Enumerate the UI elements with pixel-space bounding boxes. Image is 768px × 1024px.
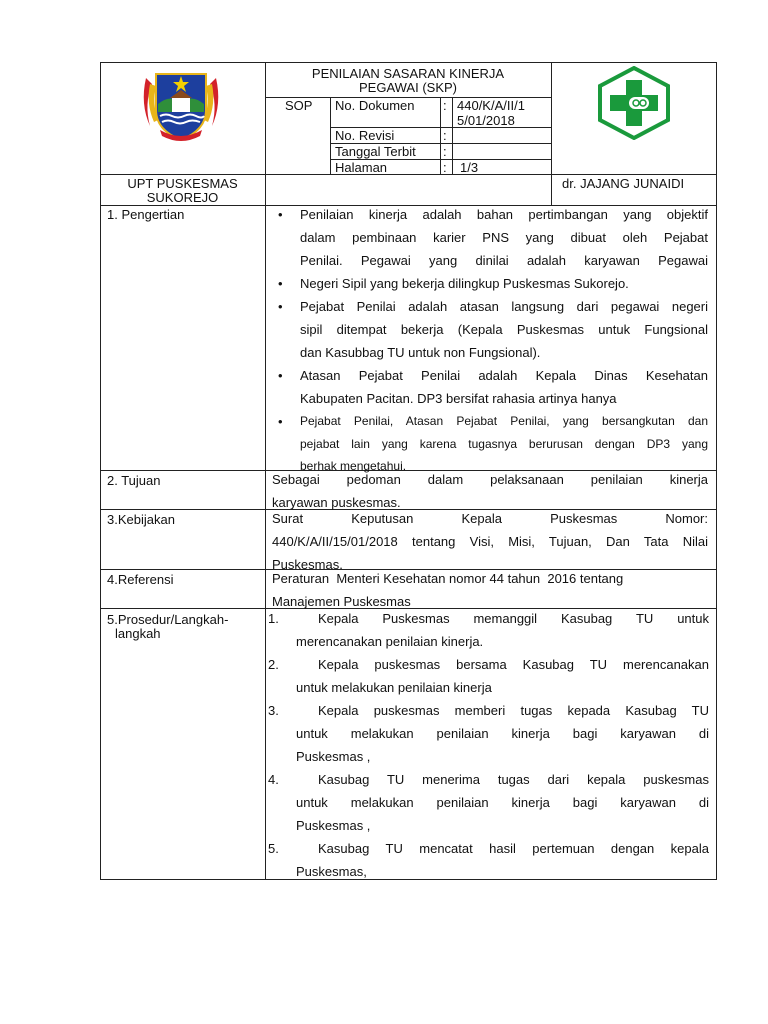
bullet-line: • Negeri Sipil yang bekerja dilingkup Puskesmas Sukorejo. xyxy=(300,276,629,291)
document-title-line-1: PENILAIAN SASARAN KINERJA xyxy=(311,66,505,81)
kebijakan-content xyxy=(272,507,708,576)
table-column-divider xyxy=(330,97,331,175)
tanggal-terbit-label: Tanggal Terbit xyxy=(335,144,416,159)
step-line: Puskesmas , xyxy=(296,818,371,833)
signer-name: dr. JAJANG JUNAIDI xyxy=(562,176,685,191)
puskesmas-logo xyxy=(596,66,672,140)
list-item xyxy=(268,653,709,699)
list-item xyxy=(268,607,709,653)
section-label-prosedur-line-2: langkah xyxy=(115,626,161,641)
list-item xyxy=(268,837,709,883)
paragraph-line: Surat Keputusan Kepala Puskesmas Nomor: xyxy=(272,511,708,526)
section-label-kebijakan: 3.Kebijakan xyxy=(107,512,175,527)
halaman-separator: : xyxy=(443,160,447,175)
bullet-line: • Pejabat Penilai adalah atasan langsung dari pegawai negeri xyxy=(300,299,708,314)
step-number: 3. xyxy=(268,703,279,718)
prosedur-step-list xyxy=(268,607,709,883)
pengertian-bullet-list xyxy=(272,203,708,473)
step-number: 2. xyxy=(268,657,279,672)
org-name-line-2: SUKOREJO xyxy=(146,190,219,205)
bullet-line: dan Kasubbag TU untuk non Fungsional). xyxy=(300,345,541,360)
puskesmas-logo-icon xyxy=(596,66,672,140)
step-line: Puskesmas, xyxy=(296,864,367,879)
table-column-divider xyxy=(440,97,441,175)
no-dokumen-label: No. Dokumen xyxy=(335,98,415,113)
step-line: untuk melakukan penilaian kinerja bagi karyawan di xyxy=(296,726,709,741)
table-column-divider xyxy=(551,62,552,206)
paragraph-line: Manajemen Puskesmas xyxy=(272,594,411,609)
step-line: Kepala puskesmas memberi tugas kepada Kasubag TU xyxy=(318,703,709,718)
list-item xyxy=(272,364,708,410)
list-item xyxy=(272,272,708,295)
step-number: 1. xyxy=(268,611,279,626)
bullet-line: Kabupaten Pacitan. DP3 bersifat rahasia artinya hanya xyxy=(300,391,617,406)
step-line: Kepala Puskesmas memanggil Kasubag TU untuk xyxy=(318,611,709,626)
table-border-right xyxy=(716,62,717,880)
bullet-line: Penilai. Pegawai yang dinilai adalah karyawan Pegawai xyxy=(300,253,708,268)
step-line: Kepala puskesmas bersama Kasubag TU merencanakan xyxy=(318,657,709,672)
paragraph-line: karyawan puskesmas. xyxy=(272,495,401,510)
no-revisi-separator: : xyxy=(443,128,447,143)
paragraph-line: Peraturan Menteri Kesehatan nomor 44 tahun 2016 tentang xyxy=(272,571,624,586)
no-dokumen-value-line-1: 440/K/A/II/1 xyxy=(457,98,525,113)
paragraph-line: Sebagai pedoman dalam pelaksanaan penilaian kinerja xyxy=(272,472,708,487)
halaman-label: Halaman xyxy=(335,160,388,175)
prosedur-content xyxy=(268,607,709,883)
tanggal-terbit-separator: : xyxy=(443,144,447,159)
regency-emblem-icon xyxy=(140,64,222,144)
no-revisi-label: No. Revisi xyxy=(335,128,395,143)
bullet-line: dalam pembinaan karier PNS yang dibuat oleh Pejabat xyxy=(300,230,708,245)
step-line: untuk melakukan penilaian kinerja xyxy=(296,680,492,695)
no-dokumen-separator: : xyxy=(443,98,447,113)
step-number: 5. xyxy=(268,841,279,856)
bullet-line: • Pejabat Penilai, Atasan Pejabat Penilai, yang bersangkutan dan xyxy=(300,414,708,428)
table-border-top xyxy=(100,62,717,63)
step-number: 4. xyxy=(268,772,279,787)
list-item xyxy=(268,699,709,768)
bullet-line: sipil ditempat bekerja (Kepala Puskesmas untuk Fungsional xyxy=(300,322,708,337)
halaman-value: 1/3 xyxy=(460,160,479,175)
regency-emblem-logo xyxy=(140,64,222,144)
list-item xyxy=(272,410,708,473)
section-label-tujuan: 2. Tujuan xyxy=(107,473,161,488)
paragraph-line: 440/K/A/II/15/01/2018 tentang Visi, Misi, Tujuan, Dan Tata Nilai xyxy=(272,534,708,549)
list-item xyxy=(272,295,708,364)
paragraph-line: Puskesmas. xyxy=(272,557,343,572)
list-item xyxy=(268,768,709,837)
table-rule xyxy=(100,174,717,175)
no-dokumen-value-line-2: 5/01/2018 xyxy=(457,113,515,128)
bullet-line: pejabat lain yang karena tugasnya berurusan dengan DP3 yang xyxy=(300,437,708,451)
bullet-line: berhak mengetahui. xyxy=(300,459,407,473)
section-label-pengertian: 1. Pengertian xyxy=(107,207,185,222)
step-line: Kasubag TU mencatat hasil pertemuan dengan kepala xyxy=(318,841,709,856)
pengertian-content xyxy=(272,203,708,473)
step-line: Puskesmas , xyxy=(296,749,371,764)
org-name-line-1: UPT PUSKESMAS xyxy=(127,176,238,191)
bullet-line: • Penilaian kinerja adalah bahan pertimbangan yang objektif xyxy=(300,207,708,222)
table-column-divider xyxy=(265,62,266,880)
bullet-line: • Atasan Pejabat Penilai adalah Kepala Dinas Kesehatan xyxy=(300,368,708,383)
section-label-prosedur-line-1: 5.Prosedur/Langkah- xyxy=(107,612,229,627)
step-line: untuk melakukan penilaian kinerja bagi karyawan di xyxy=(296,795,709,810)
list-item xyxy=(272,203,708,272)
sop-label: SOP xyxy=(285,98,313,113)
document-title-line-2: PEGAWAI (SKP) xyxy=(359,80,457,95)
step-line: Kasubag TU menerima tugas dari kepala puskesmas xyxy=(318,772,709,787)
step-line: merencanakan penilaian kinerja. xyxy=(296,634,484,649)
table-column-divider xyxy=(452,97,453,175)
section-label-referensi: 4.Referensi xyxy=(107,572,174,587)
